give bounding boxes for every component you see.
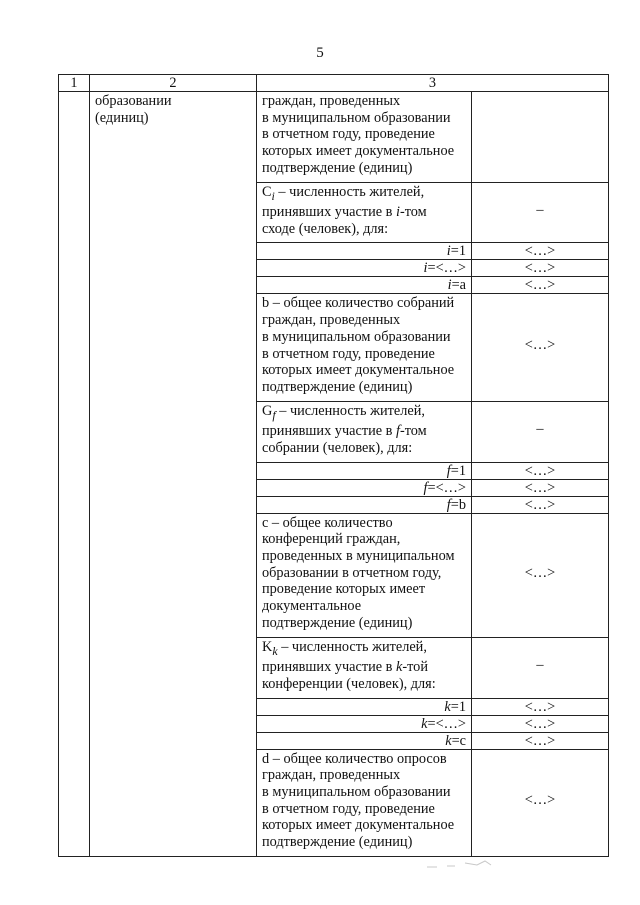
indicator-name-line: (единиц) bbox=[95, 109, 149, 126]
description-cell bbox=[257, 513, 472, 637]
eq-rhs: =b bbox=[450, 496, 466, 513]
header-col-1: 1 bbox=[59, 75, 90, 92]
value-cell: <…> bbox=[472, 715, 609, 732]
desc-line: подтверждение (единиц) bbox=[262, 614, 413, 631]
scan-mark-icon bbox=[425, 855, 525, 875]
var-subscript: k bbox=[272, 643, 278, 658]
desc-line: которых имеет документальное bbox=[262, 143, 455, 160]
eq-var: f bbox=[446, 462, 451, 479]
desc-line: в отчетном году, проведение bbox=[262, 126, 435, 143]
desc-italic: i bbox=[396, 204, 400, 221]
desc-line: граждан, проведенных bbox=[262, 93, 401, 109]
table-row bbox=[59, 92, 609, 183]
value-cell: <…> bbox=[472, 277, 609, 294]
equation-cell bbox=[257, 462, 472, 479]
equation-cell bbox=[257, 260, 472, 277]
value-cell: <…> bbox=[472, 698, 609, 715]
desc-line: граждан, проведенных bbox=[262, 312, 401, 329]
header-col-2: 2 bbox=[90, 75, 257, 92]
table-header-row bbox=[59, 75, 609, 92]
indicator-table bbox=[58, 74, 609, 857]
value-cell: <…> bbox=[472, 260, 609, 277]
desc-line: подтверждение (единиц) bbox=[262, 379, 413, 395]
equation-cell bbox=[257, 496, 472, 513]
var-subscript: f bbox=[272, 407, 276, 422]
desc-line: граждан, проведенных bbox=[262, 767, 401, 784]
desc-line: в муниципальном образовании bbox=[262, 109, 451, 126]
description-cell bbox=[257, 749, 472, 856]
eq-rhs: =1 bbox=[450, 243, 466, 260]
eq-var: k bbox=[445, 732, 452, 749]
desc-line: b – общее количество собраний bbox=[262, 295, 455, 312]
equation-cell bbox=[257, 698, 472, 715]
desc-italic: f bbox=[396, 423, 400, 440]
desc-line: в муниципальном образовании bbox=[262, 783, 451, 800]
header-col-3: 3 bbox=[257, 75, 609, 92]
value-cell: <…> bbox=[472, 294, 609, 401]
desc-line: принявших участие в bbox=[262, 659, 396, 676]
desc-line: в муниципальном образовании bbox=[262, 328, 451, 345]
value-cell: – bbox=[472, 401, 609, 462]
desc-line: принявших участие в bbox=[262, 423, 396, 440]
value-cell: <…> bbox=[472, 243, 609, 260]
description-cell bbox=[257, 637, 472, 698]
number-cell bbox=[59, 92, 90, 857]
desc-line: -том bbox=[399, 423, 427, 440]
eq-var: i bbox=[446, 243, 451, 260]
desc-line: – численность жителей, bbox=[277, 638, 427, 655]
description-cell bbox=[257, 182, 472, 243]
equation-cell bbox=[257, 277, 472, 294]
value-cell: <…> bbox=[472, 749, 609, 856]
eq-rhs: =<…> bbox=[427, 715, 466, 732]
desc-line: с – общее количество bbox=[262, 514, 393, 531]
desc-line: в отчетном году, проведение bbox=[262, 345, 435, 362]
description-cell bbox=[257, 401, 472, 462]
desc-line: сходе (человек), для: bbox=[262, 220, 389, 237]
desc-line: которых имеет документальное bbox=[262, 362, 455, 379]
equation-cell bbox=[257, 715, 472, 732]
eq-var: k bbox=[444, 698, 451, 715]
desc-line: конференций граждан, bbox=[262, 531, 401, 548]
desc-line: -том bbox=[399, 204, 427, 221]
indicator-name-line: образовании bbox=[95, 93, 172, 109]
value-cell: – bbox=[472, 637, 609, 698]
eq-var: f bbox=[446, 496, 451, 513]
desc-line: – численность жителей, bbox=[274, 183, 425, 200]
desc-line: проведение которых имеет bbox=[262, 581, 426, 598]
eq-var: i bbox=[423, 260, 428, 277]
var-subscript: i bbox=[271, 188, 275, 203]
var-symbol: C bbox=[262, 183, 272, 200]
value-cell: <…> bbox=[472, 462, 609, 479]
eq-rhs: =a bbox=[451, 277, 466, 294]
var-symbol: G bbox=[262, 402, 273, 419]
desc-line: проведенных в муниципальном bbox=[262, 548, 455, 565]
description-cell bbox=[257, 294, 472, 401]
desc-line: которых имеет документальное bbox=[262, 817, 455, 834]
value-cell: <…> bbox=[472, 732, 609, 749]
eq-rhs: =c bbox=[451, 732, 466, 749]
desc-line: образовании в отчетном году, bbox=[262, 564, 442, 581]
eq-rhs: =<…> bbox=[427, 479, 466, 496]
eq-var: k bbox=[421, 715, 428, 732]
scan-mark bbox=[425, 855, 525, 875]
indicator-name-cell bbox=[90, 92, 257, 857]
desc-line: конференции (человек), для: bbox=[262, 675, 436, 692]
eq-rhs: =<…> bbox=[427, 260, 466, 277]
equation-cell bbox=[257, 243, 472, 260]
value-cell: <…> bbox=[472, 496, 609, 513]
desc-line: собрании (человек), для: bbox=[262, 439, 413, 456]
desc-line: в отчетном году, проведение bbox=[262, 800, 435, 817]
equation-cell bbox=[257, 479, 472, 496]
value-cell: <…> bbox=[472, 513, 609, 637]
desc-line: принявших участие в bbox=[262, 204, 396, 221]
desc-line: d – общее количество опросов bbox=[262, 750, 447, 767]
value-cell: – bbox=[472, 182, 609, 243]
eq-var: i bbox=[447, 277, 452, 294]
value-cell bbox=[472, 92, 609, 183]
desc-italic: k bbox=[396, 659, 403, 676]
page-number: 5 bbox=[316, 45, 324, 61]
desc-line: подтверждение (единиц) bbox=[262, 159, 413, 176]
equation-cell bbox=[257, 732, 472, 749]
desc-line: – численность жителей, bbox=[275, 402, 425, 419]
eq-rhs: =1 bbox=[450, 462, 466, 479]
description-cell bbox=[257, 92, 472, 183]
desc-line: подтверждение (единиц) bbox=[262, 834, 413, 851]
desc-line: -той bbox=[402, 659, 428, 676]
var-symbol: K bbox=[262, 638, 273, 655]
eq-rhs: =1 bbox=[450, 698, 466, 715]
value-cell: <…> bbox=[472, 479, 609, 496]
desc-line: документальное bbox=[262, 598, 362, 615]
eq-var: f bbox=[423, 479, 428, 496]
